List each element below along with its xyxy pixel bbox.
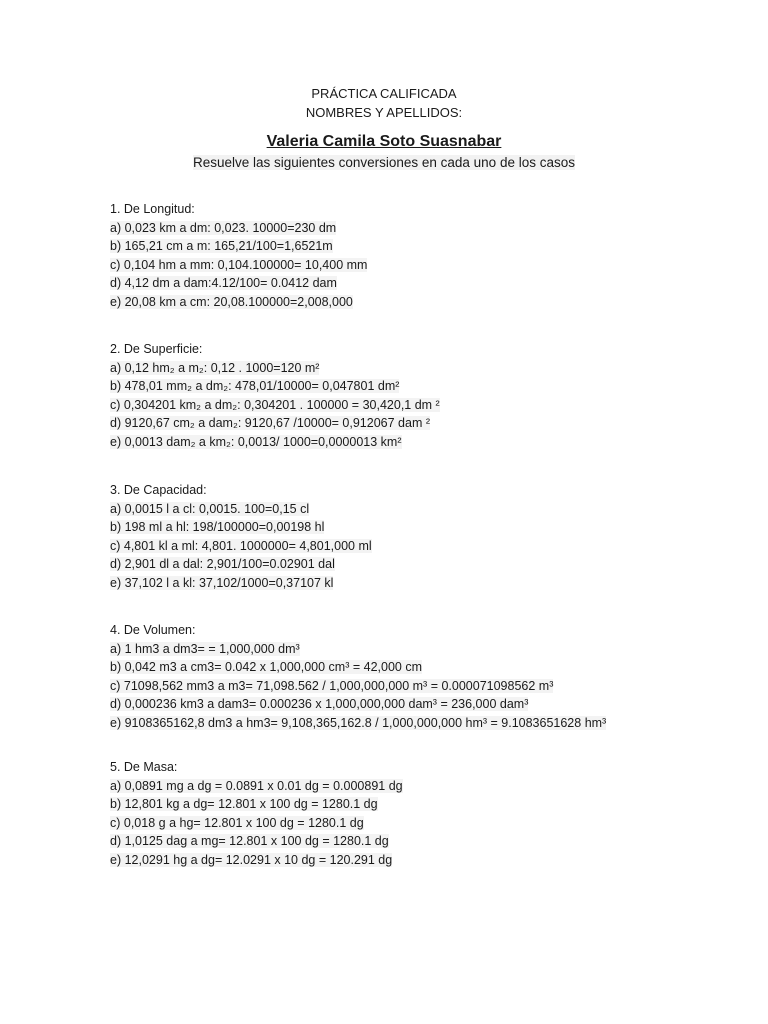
- list-item: e) 12,0291 hg a dg= 12.0291 x 10 dg = 120.291 dg: [110, 852, 393, 867]
- section-volumen: [110, 621, 750, 733]
- list-item: b) 0,042 m3 a cm3= 0.042 x 1,000,000 cm³ = 42,000 cm: [110, 660, 422, 675]
- list-item: a) 0,0015 l a cl: 0,0015. 100=0,15 cl: [110, 501, 310, 516]
- section-title: 3. De Capacidad:: [110, 483, 207, 497]
- list-item: a) 0,12 hm₂ a m₂: 0,12 . 1000=120 m²: [110, 360, 320, 375]
- list-item: e) 20,08 km a cm: 20,08.100000=2,008,000: [110, 294, 353, 309]
- list-item: c) 4,801 kl a ml: 4,801. 1000000= 4,801,000 ml: [110, 538, 372, 553]
- list-item: a) 0,023 km a dm: 0,023. 10000=230 dm: [110, 220, 337, 235]
- list-item: d) 0,000236 km3 a dam3= 0.000236 x 1,000,000,000 dam³ = 236,000 dam³: [110, 697, 529, 712]
- section-superficie: [110, 340, 750, 452]
- list-item: a) 1 hm3 a dm3= = 1,000,000 dm³: [110, 641, 300, 656]
- list-item: b) 198 ml a hl: 198/100000=0,00198 hl: [110, 520, 325, 535]
- section-title: 5. De Masa:: [110, 760, 178, 774]
- instructions-text: Resuelve las siguientes conversiones en cada uno de los casos: [193, 155, 575, 170]
- list-item: e) 9108365162,8 dm3 a hm3= 9,108,365,162.8 / 1,000,000,000 hm³ = 9.1083651628 hm³: [110, 715, 607, 730]
- list-item: e) 37,102 l a kl: 37,102/1000=0,37107 kl: [110, 575, 334, 590]
- section-capacidad: [110, 481, 750, 593]
- list-item: a) 0,0891 mg a dg = 0.0891 x 0.01 dg = 0.000891 dg: [110, 778, 403, 793]
- instructions: [0, 155, 768, 170]
- list-item: d) 1,0125 dag a mg= 12.801 x 100 dg = 1280.1 dg: [110, 834, 389, 849]
- document-heading: PRÁCTICA CALIFICADA: [311, 86, 457, 101]
- list-item: b) 165,21 cm a m: 165,21/100=1,6521m: [110, 239, 333, 254]
- student-name: Valeria Camila Soto Suasnabar: [266, 133, 502, 150]
- section-longitud: [110, 200, 750, 312]
- section-masa: [110, 758, 750, 870]
- list-item: d) 4,12 dm a dam:4.12/100= 0.0412 dam: [110, 276, 337, 291]
- list-item: c) 0,304201 km₂ a dm₂: 0,304201 . 100000 = 30,420,1 dm ²: [110, 397, 440, 412]
- list-item: b) 478,01 mm₂ a dm₂: 478,01/10000= 0,047801 dm²: [110, 379, 400, 394]
- list-item: d) 9120,67 cm₂ a dam₂: 9120,67 /10000= 0,912067 dam ²: [110, 416, 430, 431]
- list-item: b) 12,801 kg a dg= 12.801 x 100 dg = 1280.1 dg: [110, 797, 378, 812]
- section-title: 1. De Longitud:: [110, 202, 195, 216]
- list-item: c) 71098,562 mm3 a m3= 71,098.562 / 1,000,000,000 m³ = 0.000071098562 m³: [110, 678, 554, 693]
- list-item: e) 0,0013 dam₂ a km₂: 0,0013/ 1000=0,0000013 km²: [110, 434, 402, 449]
- names-label: NOMBRES Y APELLIDOS:: [305, 105, 463, 120]
- list-item: c) 0,018 g a hg= 12.801 x 100 dg = 1280.1 dg: [110, 815, 364, 830]
- section-title: 2. De Superficie:: [110, 342, 203, 356]
- list-item: c) 0,104 hm a mm: 0,104.100000= 10,400 mm: [110, 257, 368, 272]
- list-item: d) 2,901 dl a dal: 2,901/100=0.02901 dal: [110, 557, 335, 572]
- section-title: 4. De Volumen:: [110, 623, 196, 637]
